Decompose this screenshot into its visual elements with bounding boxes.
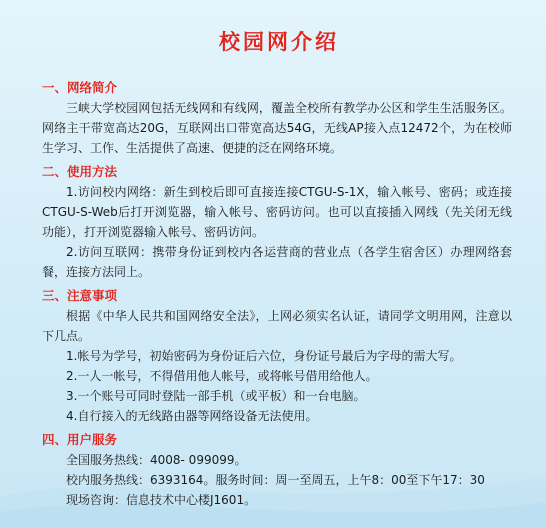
section-heading-usage: 二、使用方法: [42, 164, 118, 179]
section-heading-user-service: 四、用户服务: [42, 432, 118, 447]
page-title: 校园网介绍: [219, 30, 339, 54]
note-item-4: 4.自行接入的无线路由器等网络设备无法使用。: [66, 409, 318, 423]
content: [42, 26, 512, 510]
national-hotline: 全国服务热线：4008- 099099。: [66, 453, 247, 467]
section-heading-notes: 三、注意事项: [42, 288, 118, 303]
section-heading-network-intro: 一、网络简介: [42, 80, 118, 95]
note-item-1: 1.帐号为学号，初始密码为身份证后六位，身份证号最后为字母的需大写。: [66, 349, 462, 363]
campus-hotline: 校内服务热线：6393164。服务时间：周一至周五，上午8：00至下午17：30: [66, 473, 485, 487]
network-intro-text: 三峡大学校园网包括无线网和有线网，覆盖全校所有教学办公区和学生生活服务区。网络主干带宽高达20G，互联网出口带宽高达54G，无线AP接入点12472个，为在校师生学习、工作、生活提供了高速、便捷的泛在网络环境。: [42, 101, 512, 155]
onsite-consultation: 现场咨询：信息技术中心楼J1601。: [66, 493, 257, 507]
usage-step-2: 2.访问互联网：携带身份证到校内各运营商的营业点（各学生宿舍区）办理网络套餐，连接方法同上。: [42, 245, 512, 279]
note-item-3: 3.一个账号可同时登陆一部手机（或平板）和一台电脑。: [66, 389, 366, 403]
usage-step-1: 1.访问校内网络：新生到校后即可直接连接CTGU-S-1X，输入帐号、密码；或连接CTGU-S-Web后打开浏览器，输入帐号、密码访问。也可以直接插入网线（先关闭无线功能），打开浏览器输入帐号、密码访问。: [42, 185, 512, 239]
note-item-2: 2.一人一帐号，不得借用他人帐号，或将帐号借用给他人。: [66, 369, 378, 383]
notes-intro: 根据《中华人民共和国网络安全法》，上网必须实名认证，请同学文明用网，注意以下几点。: [42, 309, 512, 343]
